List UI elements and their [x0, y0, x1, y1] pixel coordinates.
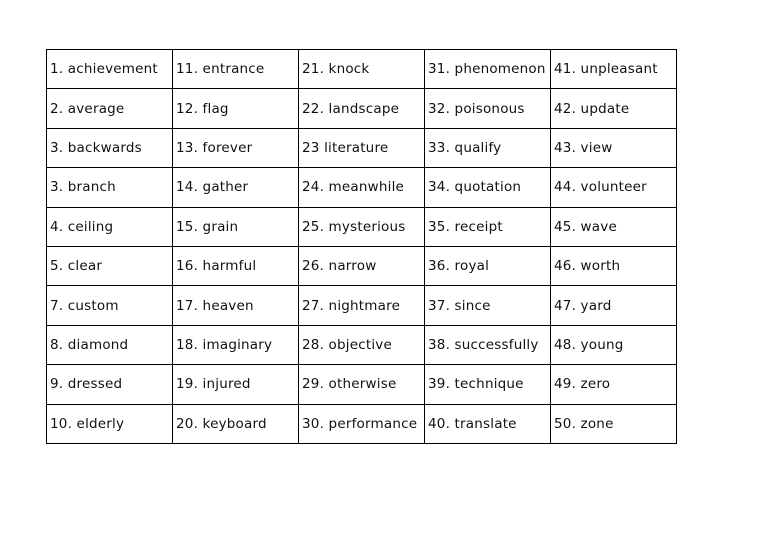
word-cell: 1. achievement	[47, 50, 173, 89]
word-cell: 14. gather	[173, 168, 299, 207]
word-cell: 44. volunteer	[551, 168, 677, 207]
word-cell: 31. phenomenon	[425, 50, 551, 89]
word-cell: 41. unpleasant	[551, 50, 677, 89]
word-cell: 3. branch	[47, 168, 173, 207]
word-cell: 50. zone	[551, 404, 677, 443]
table-row	[47, 286, 677, 325]
word-cell: 12. flag	[173, 89, 299, 128]
word-cell: 33. qualify	[425, 128, 551, 167]
word-cell: 20. keyboard	[173, 404, 299, 443]
word-cell: 13. forever	[173, 128, 299, 167]
table-row	[47, 168, 677, 207]
word-cell: 47. yard	[551, 286, 677, 325]
table-row	[47, 89, 677, 128]
table-row	[47, 246, 677, 285]
word-cell: 23 literature	[299, 128, 425, 167]
word-list-body	[47, 50, 677, 444]
word-cell: 34. quotation	[425, 168, 551, 207]
table-row	[47, 365, 677, 404]
word-cell: 8. diamond	[47, 325, 173, 364]
word-cell: 38. successfully	[425, 325, 551, 364]
word-cell: 7. custom	[47, 286, 173, 325]
word-cell: 10. elderly	[47, 404, 173, 443]
word-cell: 25. mysterious	[299, 207, 425, 246]
word-cell: 45. wave	[551, 207, 677, 246]
word-cell: 46. worth	[551, 246, 677, 285]
table-row	[47, 207, 677, 246]
table-row	[47, 128, 677, 167]
word-cell: 27. nightmare	[299, 286, 425, 325]
word-cell: 30. performance	[299, 404, 425, 443]
word-cell: 3. backwards	[47, 128, 173, 167]
table-row	[47, 404, 677, 443]
word-cell: 39. technique	[425, 365, 551, 404]
word-cell: 29. otherwise	[299, 365, 425, 404]
word-cell: 32. poisonous	[425, 89, 551, 128]
word-cell: 19. injured	[173, 365, 299, 404]
word-cell: 36. royal	[425, 246, 551, 285]
word-cell: 4. ceiling	[47, 207, 173, 246]
word-cell: 11. entrance	[173, 50, 299, 89]
word-cell: 42. update	[551, 89, 677, 128]
table-row	[47, 50, 677, 89]
word-cell: 26. narrow	[299, 246, 425, 285]
word-list-table	[46, 49, 677, 444]
word-cell: 28. objective	[299, 325, 425, 364]
word-cell: 22. landscape	[299, 89, 425, 128]
word-cell: 40. translate	[425, 404, 551, 443]
word-cell: 37. since	[425, 286, 551, 325]
word-cell: 15. grain	[173, 207, 299, 246]
word-cell: 9. dressed	[47, 365, 173, 404]
word-cell: 16. harmful	[173, 246, 299, 285]
word-cell: 49. zero	[551, 365, 677, 404]
word-cell: 18. imaginary	[173, 325, 299, 364]
word-cell: 5. clear	[47, 246, 173, 285]
word-cell: 43. view	[551, 128, 677, 167]
word-cell: 35. receipt	[425, 207, 551, 246]
word-cell: 2. average	[47, 89, 173, 128]
word-cell: 17. heaven	[173, 286, 299, 325]
word-cell: 21. knock	[299, 50, 425, 89]
word-cell: 24. meanwhile	[299, 168, 425, 207]
word-cell: 48. young	[551, 325, 677, 364]
table-row	[47, 325, 677, 364]
